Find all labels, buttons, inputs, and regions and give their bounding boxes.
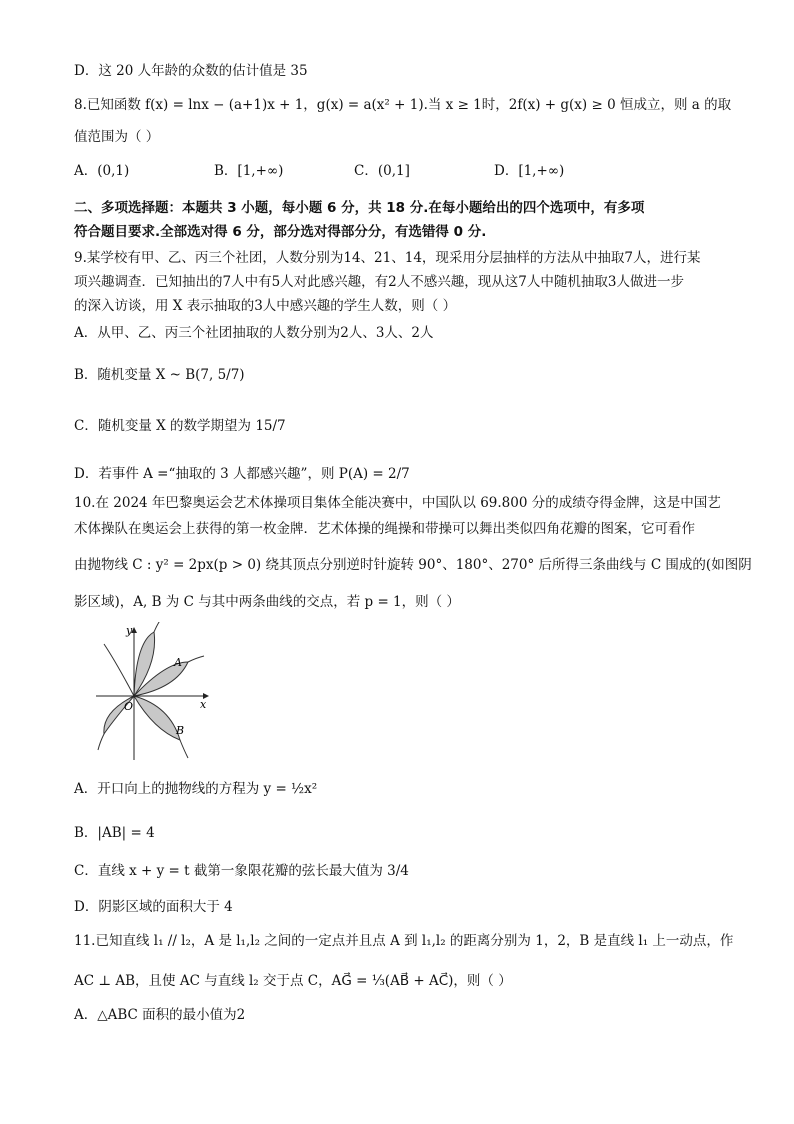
q10-option-d: D．阴影区域的面积大于 4 bbox=[74, 899, 233, 915]
q11-option-a: A．△ABC 面积的最小值为2 bbox=[74, 1007, 246, 1023]
q8-stem-line1: 8.已知函数 f(x) = lnx − (a+1)x + 1，g(x) = a(x² + 1).当 x ≥ 1时，2f(x) + g(x) ≥ 0 恒成立，则 a 的取 bbox=[74, 97, 732, 113]
q10-option-a: A．开口向上的抛物线的方程为 y = ½x² bbox=[74, 781, 318, 797]
q9-stem-line1: 9.某学校有甲、乙、丙三个社团，人数分别为14、21、14，现采用分层抽样的方法从中抽取7人，进行某 bbox=[74, 250, 701, 266]
q9-stem-line2: 项兴趣调查．已知抽出的7人中有5人对此感兴趣，有2人不感兴趣，现从这7人中随机抽取3人做进一步 bbox=[74, 274, 684, 290]
q10-option-b: B．|AB| = 4 bbox=[74, 825, 155, 841]
curve-ext-1 bbox=[154, 622, 166, 632]
q10-stem-line4: 影区域)，A, B 为 C 与其中两条曲线的交点，若 p = 1，则（ ） bbox=[74, 594, 460, 610]
section2-heading-line2: 符合题目要求.全部选对得 6 分，部分选对得部分分，有选错得 0 分. bbox=[74, 224, 487, 240]
point-b-label: B bbox=[176, 724, 185, 737]
q9-option-d: D．若事件 A =“抽取的 3 人都感兴趣”，则 P(A) = 2/7 bbox=[74, 466, 410, 482]
q11-stem-line1: 11.已知直线 l₁ // l₂，A 是 l₁,l₂ 之间的一定点并且点 A 到 l₁,l₂ 的距离分别为 1，2，B 是直线 l₁ 上一动点，作 bbox=[74, 933, 734, 949]
q8-option-b: B．[1,+∞) bbox=[214, 163, 284, 179]
x-axis-label: x bbox=[200, 698, 207, 711]
curve-ext-4 bbox=[98, 734, 104, 750]
petal-figure-svg bbox=[96, 622, 216, 762]
q10-option-c: C．直线 x + y = t 截第一象限花瓣的弦长最大值为 3/4 bbox=[74, 863, 409, 879]
curve-ext-2 bbox=[188, 656, 204, 662]
curve-ext-5 bbox=[104, 644, 134, 696]
y-axis-label: y bbox=[126, 624, 133, 637]
q7-option-d: D．这 20 人年龄的众数的估计值是 35 bbox=[74, 63, 308, 79]
section2-heading-line1: 二、多项选择题：本题共 3 小题，每小题 6 分，共 18 分.在每小题给出的四个选项中，有多项 bbox=[74, 200, 645, 216]
q8-options bbox=[74, 160, 724, 182]
point-a-label: A bbox=[174, 656, 182, 669]
q10-stem-line1: 10.在 2024 年巴黎奥运会艺术体操项目集体全能决赛中，中国队以 69.800 分的成绩夺得金牌，这是中国艺 bbox=[74, 495, 721, 511]
curve-ext-3 bbox=[180, 740, 188, 758]
q8-option-c: C．(0,1] bbox=[354, 163, 410, 179]
q9-option-c: C．随机变量 X 的数学期望为 15/7 bbox=[74, 418, 286, 434]
q10-stem-line2: 术体操队在奥运会上获得的第一枚金牌．艺术体操的绳操和带操可以舞出类似四角花瓣的图案，它可看作 bbox=[74, 521, 695, 537]
q10-stem-line3: 由抛物线 C : y² = 2px(p > 0) 绕其顶点分别逆时针旋转 90°、180°、270° 后所得三条曲线与 C 围成的(如图阴 bbox=[74, 557, 752, 573]
q8-stem-line2: 值范围为（ ） bbox=[74, 129, 160, 145]
petal-figure bbox=[96, 622, 216, 762]
q9-stem-line3: 的深入访谈，用 X 表示抽取的3人中感兴趣的学生人数，则（ ） bbox=[74, 298, 457, 314]
q11-stem-line2: AC ⊥ AB，且使 AC 与直线 l₂ 交于点 C，AG⃗ = ⅓(AB⃗ + AC⃗)，则（ ） bbox=[74, 973, 512, 989]
q9-option-b: B．随机变量 X ~ B(7, 5/7) bbox=[74, 367, 245, 383]
origin-label: O bbox=[124, 700, 134, 713]
q9-option-a: A．从甲、乙、丙三个社团抽取的人数分别为2人、3人、2人 bbox=[74, 325, 434, 341]
petal-lower-right bbox=[134, 696, 180, 740]
q8-option-a: A．(0,1) bbox=[74, 163, 130, 179]
q8-option-d: D．[1,+∞) bbox=[494, 163, 565, 179]
